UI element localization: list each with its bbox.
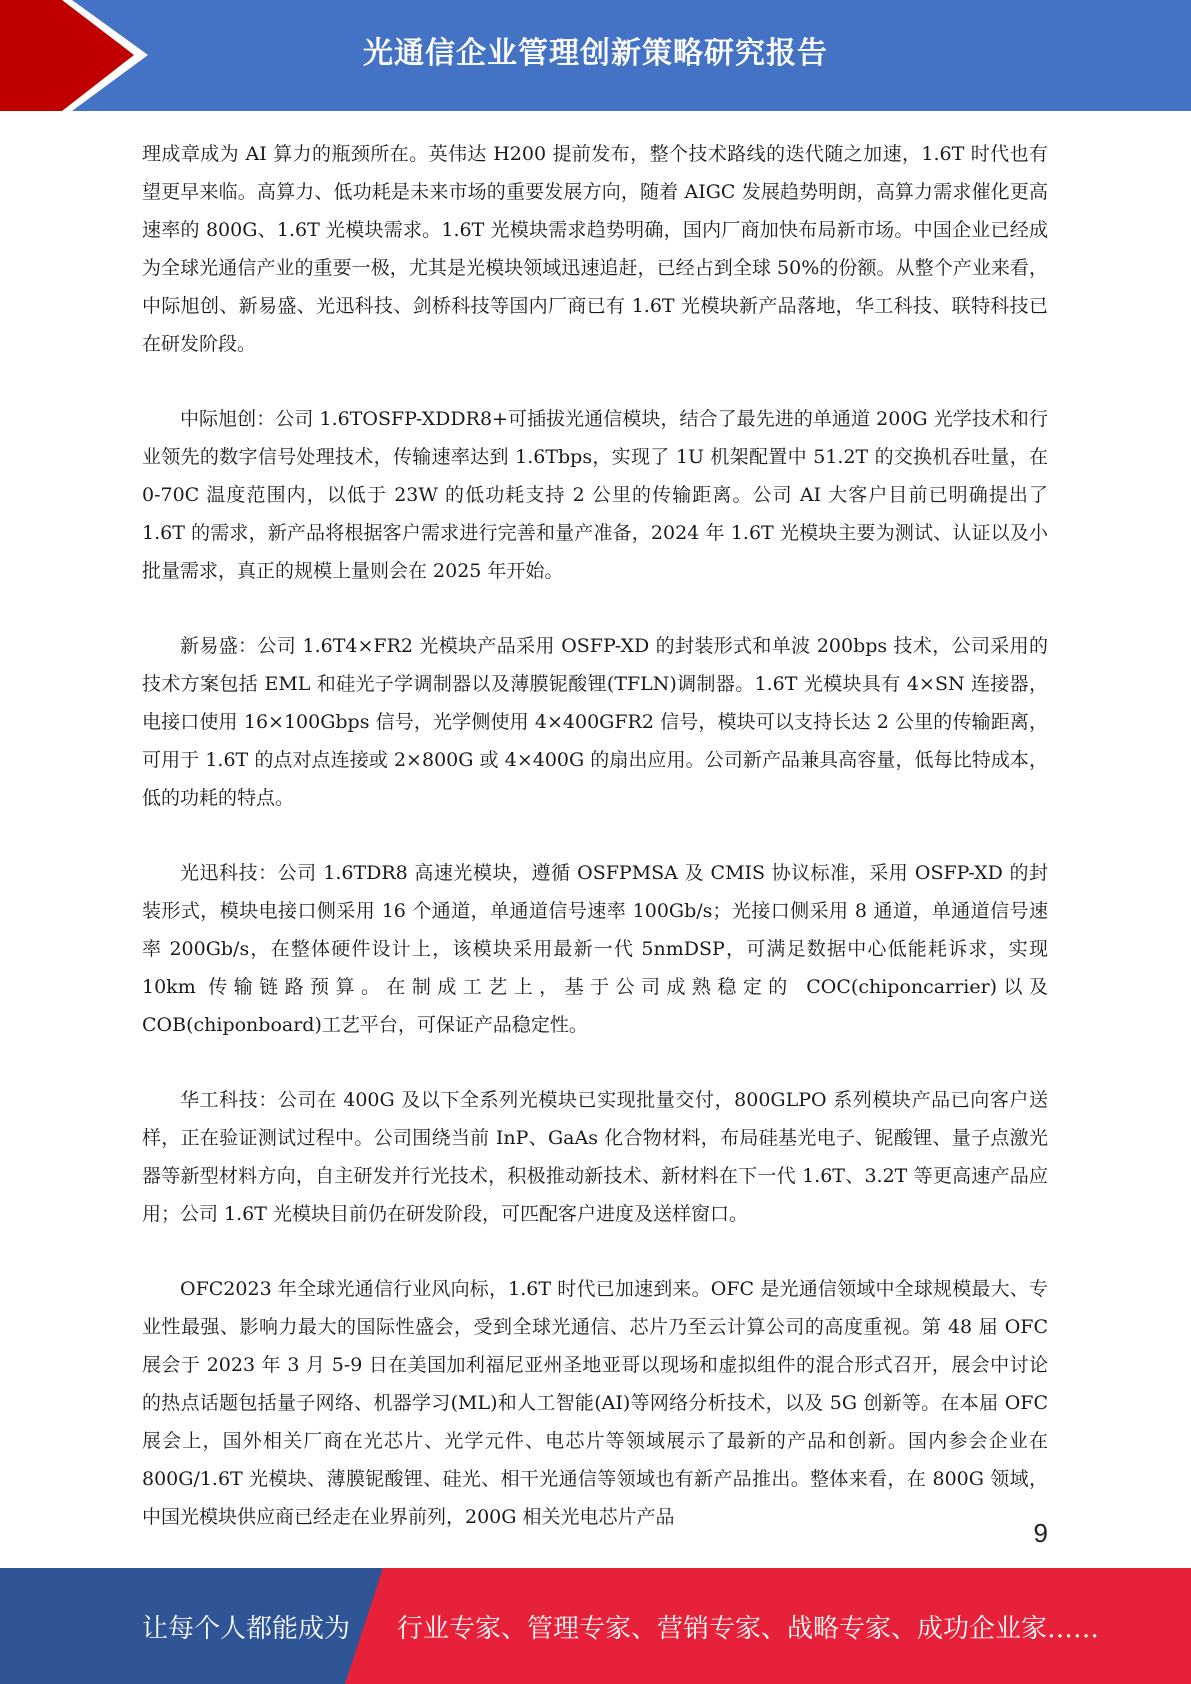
footer-slogan-left: 让每个人都能成为 xyxy=(142,1613,351,1644)
header-arrow-icon xyxy=(0,0,160,111)
footer-slogan-right: 行业专家、管理专家、营销专家、战略专家、成功企业家…… xyxy=(397,1613,1100,1644)
paragraph-1: 理成章成为 AI 算力的瓶颈所在。英伟达 H200 提前发布，整个技术路线的迭代随之加速，1.6T 时代也有望更早来临。高算力、低功耗是未来市场的重要发展方向，随着 AIGC 发展趋势明朗，高算力需求催化更高速率的 800G、1.6T 光模块需求。1.6T 光模块需求趋势明确，国内厂商加快布局新市场。中国企业已经成为全球光通信产业的重要一极，尤其是光模块领域迅速追赶，已经占到全球 50%的份额。从整个产业来看，中际旭创、新易盛、光迅科技、剑桥科技等国内厂商已有 1.6T 光模块新产品落地，华工科技、联特科技已在研发阶段。 xyxy=(142,143,1048,355)
paragraph-6: OFC2023 年全球光通信行业风向标，1.6T 时代已加速到来。OFC 是光通信领域中全球规模最大、专业性最强、影响力最大的国际性盛会，受到全球光通信、芯片乃至云计算公司的高度重视。第 48 届 OFC 展会于 2023 年 3 月 5-9 日在美国加利福尼亚州圣地亚哥以现场和虚拟组件的混合形式召开，展会中讨论的热点话题包括量子网络、机器学习(ML)和人工智能(AI)等网络分析技术，以及 5G 创新等。在本届 OFC 展会上，国外相关厂商在光芯片、光学元件、电芯片等领域展示了最新的产品和创新。国内参会企业在 800G/1.6T 光模块、薄膜铌酸锂、硅光、相干光通信等领域也有新产品推出。整体来看，在 800G 领域，中国光模块供应商已经走在业界前列，200G 相关光电芯片产品 xyxy=(142,1278,1048,1528)
document-body xyxy=(142,135,1048,1573)
footer-band xyxy=(0,1568,1191,1684)
page-title: 光通信企业管理创新策略研究报告 xyxy=(363,36,828,71)
paragraph-5: 华工科技：公司在 400G 及以下全系列光模块已实现批量交付，800GLPO 系列模块产品已向客户送样，正在验证测试过程中。公司围绕当前 InP、GaAs 化合物材料，布局硅基光电子、铌酸锂、量子点激光器等新型材料方向，自主研发并行光技术，积极推动新技术、新材料在下一代 1.6T、3.2T 等更高速产品应用；公司 1.6T 光模块目前仍在研发阶段，可匹配客户进度及送样窗口。 xyxy=(142,1089,1048,1225)
paragraph-4: 光迅科技：公司 1.6TDR8 高速光模块，遵循 OSFPMSA 及 CMIS 协议标准，采用 OSFP-XD 的封装形式，模块电接口侧采用 16 个通道，单通道信号速率 100Gb/s；光接口侧采用 8 通道，单通道信号速率 200Gb/s，在整体硬件设计上，该模块采用最新一代 5nmDSP，可满足数据中心低能耗诉求，实现 10km 传输链路预算。在制成工艺上，基于公司成熟稳定的 COC(chiponcarrier)以及 COB(chiponboard)工艺平台，可保证产品稳定性。 xyxy=(142,862,1048,1036)
paragraph-2: 中际旭创：公司 1.6TOSFP-XDDR8+可插拔光通信模块，结合了最先进的单通道 200G 光学技术和行业领先的数字信号处理技术，传输速率达到 1.6Tbps，实现了 1U 机架配置中 51.2T 的交换机吞吐量，在 0-70C 温度范围内，以低于 23W 的低功耗支持 2 公里的传输距离。公司 AI 大客户目前已明确提出了 1.6T 的需求，新产品将根据客户需求进行完善和量产准备，2024 年 1.6T 光模块主要为测试、认证以及小批量需求，真正的规模上量则会在 2025 年开始。 xyxy=(142,408,1048,582)
page-number: 9 xyxy=(1033,1518,1048,1548)
paragraph-3: 新易盛：公司 1.6T4×FR2 光模块产品采用 OSFP-XD 的封装形式和单波 200bps 技术，公司采用的技术方案包括 EML 和硅光子学调制器以及薄膜铌酸锂(TFLN)调制器。1.6T 光模块具有 4×SN 连接器，电接口使用 16×100Gbps 信号，光学侧使用 4×400GFR2 信号，模块可以支持长达 2 公里的传输距离，可用于 1.6T 的点对点连接或 2×800G 或 4×400G 的扇出应用。公司新产品兼具高容量，低每比特成本，低的功耗的特点。 xyxy=(142,635,1048,809)
